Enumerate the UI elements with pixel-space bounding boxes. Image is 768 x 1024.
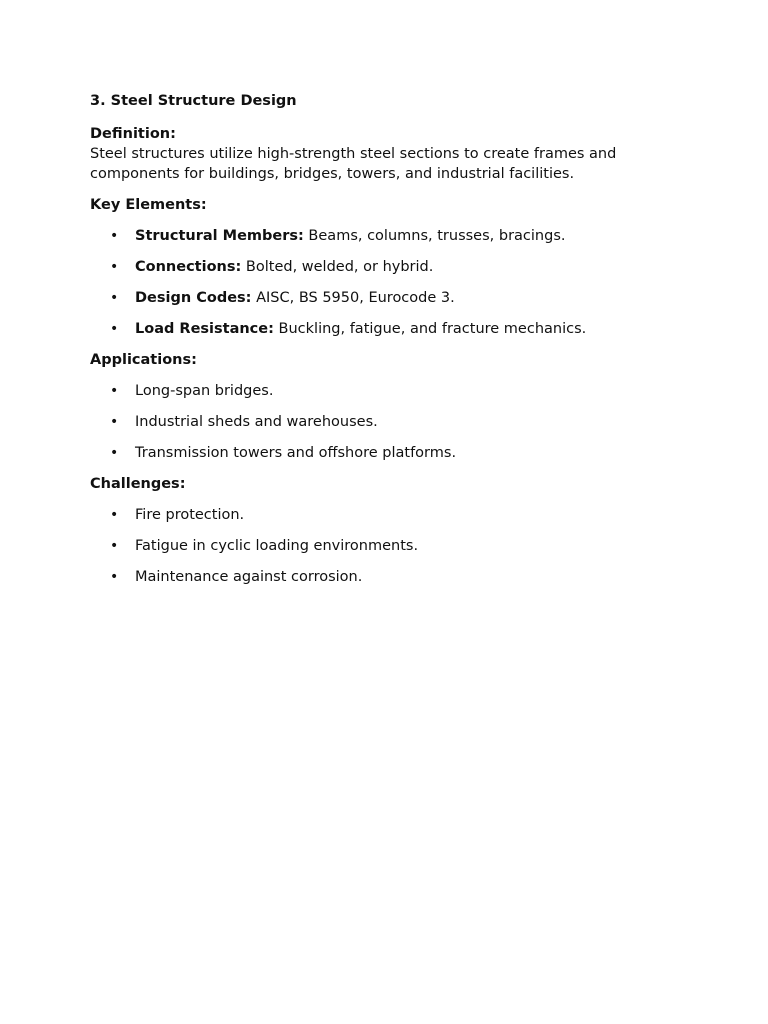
list-item: [90, 567, 678, 587]
bullet-icon: •: [110, 290, 119, 306]
application-text: Long-span bridges.: [135, 383, 274, 399]
challenge-text: Maintenance against corrosion.: [135, 569, 363, 585]
bullet-icon: •: [110, 414, 119, 430]
list-item: [90, 536, 678, 556]
key-element-text: Bolted, welded, or hybrid.: [241, 259, 434, 275]
application-text: Industrial sheds and warehouses.: [135, 414, 378, 430]
bullet-icon: •: [110, 321, 119, 337]
key-element-term: Connections:: [135, 259, 242, 275]
key-element-text: Buckling, fatigue, and fracture mechanics.: [273, 321, 587, 337]
list-item: [90, 443, 678, 463]
list-item: [90, 226, 678, 246]
bullet-icon: •: [110, 259, 119, 275]
list-item: [90, 381, 678, 401]
key-element-term: Load Resistance:: [135, 321, 274, 337]
definition-heading: Definition:: [90, 126, 176, 142]
key-element-term: Design Codes:: [135, 290, 252, 306]
list-item: [90, 257, 678, 277]
key-element-term: Structural Members:: [135, 228, 304, 244]
key-element-text: AISC, BS 5950, Eurocode 3.: [251, 290, 455, 306]
bullet-icon: •: [110, 569, 119, 585]
challenges-list: [90, 505, 678, 587]
list-item: [90, 319, 678, 339]
challenge-text: Fatigue in cyclic loading environments.: [135, 538, 419, 554]
application-text: Transmission towers and offshore platforms.: [135, 445, 457, 461]
list-item: [90, 288, 678, 308]
key-element-text: Beams, columns, trusses, bracings.: [303, 228, 566, 244]
document-title: 3. Steel Structure Design: [90, 93, 297, 109]
bullet-icon: •: [110, 507, 119, 523]
definition-text: Steel structures utilize high-strength steel sections to create frames and components for buildings, bridges, towers, and industrial facilities.: [90, 146, 617, 182]
bullet-icon: •: [110, 445, 119, 461]
key-elements-heading: Key Elements:: [90, 197, 207, 213]
applications-list: [90, 381, 678, 463]
challenges-heading: Challenges:: [90, 476, 186, 492]
list-item: [90, 505, 678, 525]
bullet-icon: •: [110, 228, 119, 244]
challenge-text: Fire protection.: [135, 507, 245, 523]
applications-heading: Applications:: [90, 352, 197, 368]
bullet-icon: •: [110, 538, 119, 554]
key-elements-list: [90, 226, 678, 339]
bullet-icon: •: [110, 383, 119, 399]
list-item: [90, 412, 678, 432]
